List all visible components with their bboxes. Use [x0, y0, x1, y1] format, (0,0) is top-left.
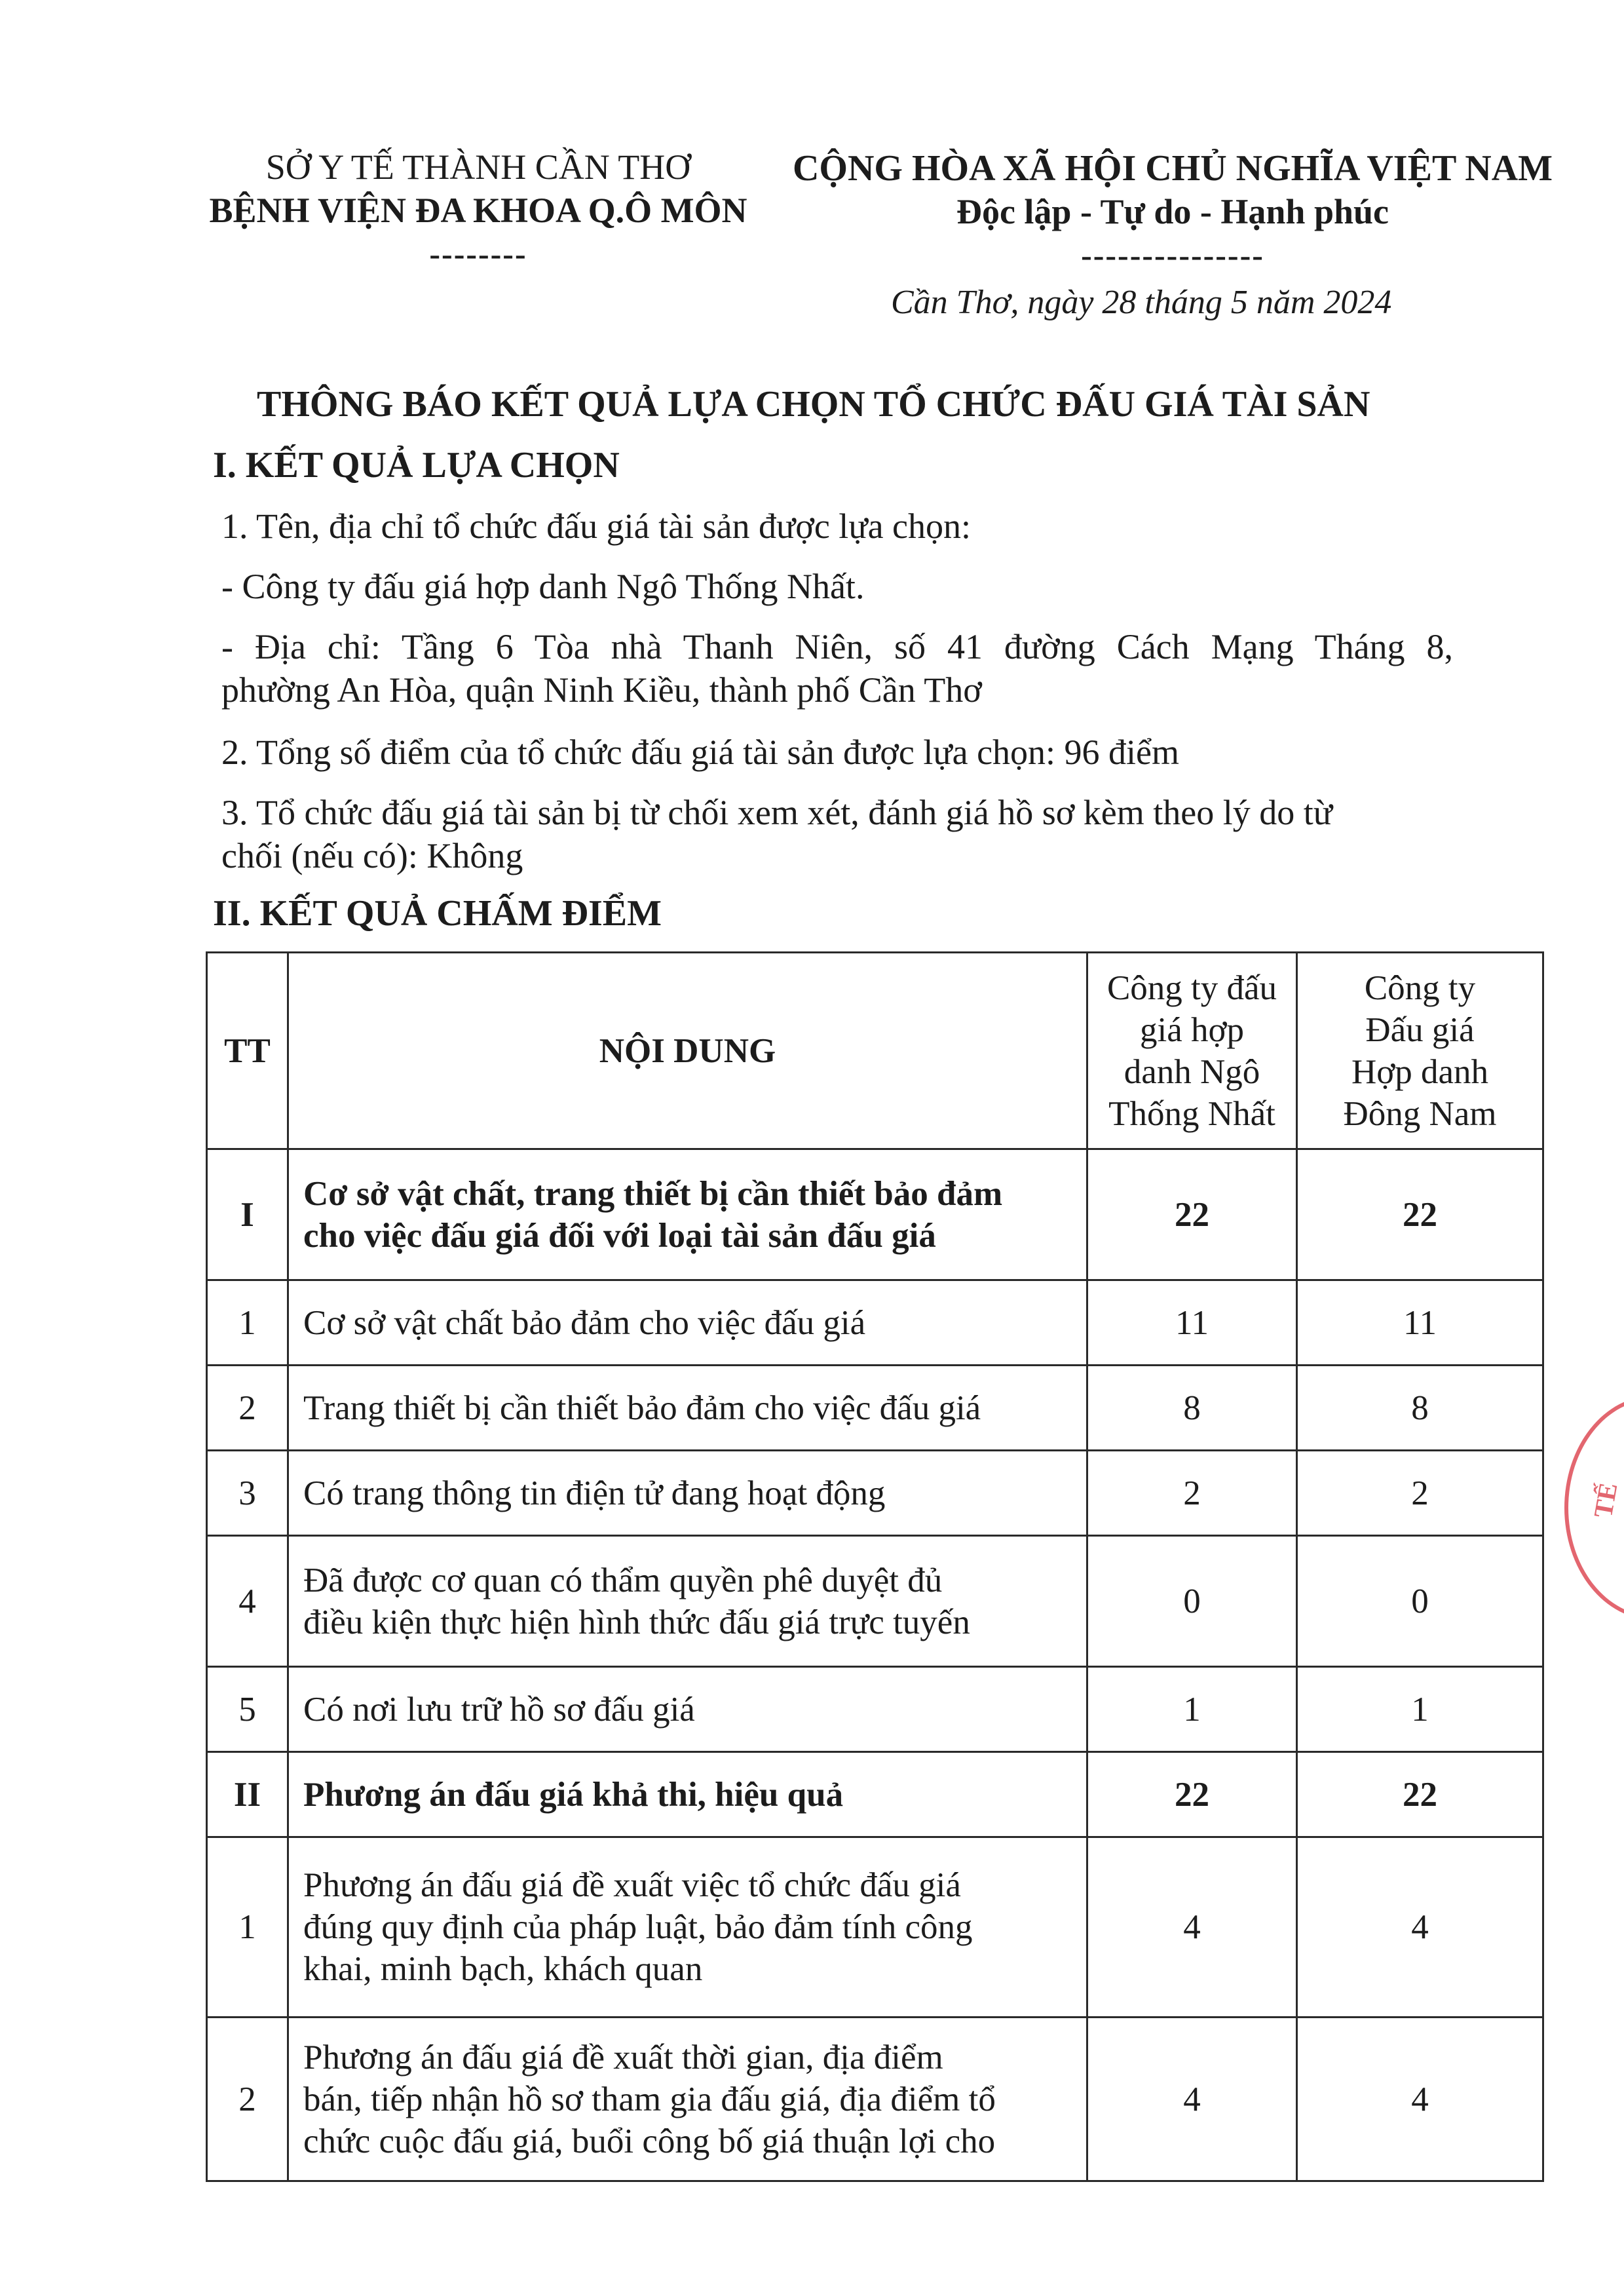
row-score-company-1: 1 — [1087, 1667, 1297, 1752]
row-score-company-1: 4 — [1087, 1837, 1297, 2018]
row-tt: 1 — [207, 1837, 288, 2018]
score-table — [206, 951, 1544, 2182]
row-content — [288, 1451, 1087, 1536]
paragraph-5 — [221, 791, 1453, 877]
table-row — [207, 1149, 1543, 1280]
row-content-line: Có trang thông tin điện tử đang hoạt động — [303, 1474, 886, 1512]
table-row — [207, 1366, 1543, 1451]
row-content — [288, 1280, 1087, 1366]
table-row — [207, 1451, 1543, 1536]
row-score-company-1: 22 — [1087, 1752, 1297, 1837]
row-score-company-2: 0 — [1297, 1536, 1543, 1667]
table-row — [207, 1837, 1543, 2018]
row-content — [288, 1149, 1087, 1280]
row-tt: 4 — [207, 1536, 288, 1667]
table-row — [207, 1667, 1543, 1752]
row-content-line: Phương án đấu giá đề xuất thời gian, địa điểm — [303, 2038, 943, 2076]
row-score-company-1: 11 — [1087, 1280, 1297, 1366]
row-content-line: cho việc đấu giá đối với loại tài sản đấu giá — [303, 1216, 936, 1255]
header-tt: TT — [207, 953, 288, 1149]
paragraph-3-line-2: phường An Hòa, quận Ninh Kiều, thành phố Cần Thơ — [221, 670, 982, 710]
table-row — [207, 1536, 1543, 1667]
document-title: THÔNG BÁO KẾT QUẢ LỰA CHỌN TỔ CHỨC ĐẤU GIÁ TÀI SẢN — [257, 384, 1370, 425]
paragraph-2: - Công ty đấu giá hợp danh Ngô Thống Nhất. — [221, 567, 865, 606]
right-header-divider: --------------- — [1081, 237, 1264, 273]
paragraph-1: 1. Tên, địa chỉ tổ chức đấu giá tài sản được lựa chọn: — [221, 507, 972, 546]
row-content-line: Đã được cơ quan có thẩm quyền phê duyệt đủ — [303, 1561, 943, 1599]
row-tt: 5 — [207, 1667, 288, 1752]
section2-heading: II. KẾT QUẢ CHẤM ĐIỂM — [213, 893, 662, 934]
header-company-1-line: Thống Nhất — [1108, 1094, 1275, 1133]
row-content — [288, 1837, 1087, 2018]
motto: Độc lập - Tự do - Hạnh phúc — [956, 192, 1389, 231]
header-company-1 — [1087, 953, 1297, 1149]
table-header-row — [207, 953, 1543, 1149]
table-row — [207, 2018, 1543, 2181]
table-row — [207, 1280, 1543, 1366]
row-content-line: đúng quy định của pháp luật, bảo đảm tính công — [303, 1908, 973, 1946]
row-score-company-2: 4 — [1297, 1837, 1543, 2018]
header-company-1-line: giá hợp — [1139, 1010, 1245, 1049]
row-score-company-2: 11 — [1297, 1280, 1543, 1366]
red-stamp — [1564, 1396, 1624, 1620]
country-name: CỘNG HÒA XÃ HỘI CHỦ NGHĨA VIỆT NAM — [792, 148, 1553, 189]
row-score-company-2: 8 — [1297, 1366, 1543, 1451]
header-company-2-line: Công ty — [1364, 968, 1476, 1007]
row-score-company-2: 4 — [1297, 2018, 1543, 2181]
row-tt: 2 — [207, 1366, 288, 1451]
row-score-company-1: 22 — [1087, 1149, 1297, 1280]
row-content — [288, 2018, 1087, 2181]
department-name: SỞ Y TẾ THÀNH CẦN THƠ — [265, 147, 691, 187]
section1-heading: I. KẾT QUẢ LỰA CHỌN — [213, 445, 620, 486]
row-content-line: Phương án đấu giá đề xuất việc tổ chức đấu giá — [303, 1866, 961, 1904]
table-row — [207, 1752, 1543, 1837]
paragraph-5-line-2: chối (nếu có): Không — [221, 836, 523, 875]
row-content-line: chức cuộc đấu giá, buổi công bố giá thuận lợi cho — [303, 2122, 996, 2160]
header-company-2-line: Đấu giá — [1365, 1010, 1475, 1049]
left-header-divider: -------- — [429, 235, 527, 272]
row-content — [288, 1667, 1087, 1752]
right-header — [766, 147, 1579, 277]
row-score-company-2: 22 — [1297, 1149, 1543, 1280]
row-content-line: bán, tiếp nhận hồ sơ tham gia đấu giá, địa điểm tổ — [303, 2080, 996, 2118]
row-content-line: điều kiện thực hiện hình thức đấu giá trực tuyến — [303, 1603, 970, 1641]
header-company-1-line: danh Ngô — [1124, 1052, 1260, 1091]
header-company-1-line: Công ty đấu — [1106, 968, 1277, 1007]
row-tt: II — [207, 1752, 288, 1837]
header-content: NỘI DUNG — [288, 953, 1087, 1149]
row-content-line: Cơ sở vật chất, trang thiết bị cần thiết bảo đảm — [303, 1174, 1003, 1213]
stamp-text: TẾ — [1587, 1480, 1623, 1520]
row-content-line: Phương án đấu giá khả thi, hiệu quả — [303, 1775, 844, 1814]
header-company-2-line: Hợp danh — [1351, 1052, 1489, 1091]
row-score-company-2: 22 — [1297, 1752, 1543, 1837]
row-score-company-1: 0 — [1087, 1536, 1297, 1667]
row-score-company-2: 2 — [1297, 1451, 1543, 1536]
row-content-line: Cơ sở vật chất bảo đảm cho việc đấu giá — [303, 1303, 866, 1342]
paragraph-3-line-1: - Địa chỉ: Tầng 6 Tòa nhà Thanh Niên, số 41 đường Cách Mạng Tháng 8, — [221, 627, 1453, 666]
row-content — [288, 1752, 1087, 1837]
hospital-name: BỆNH VIỆN ĐA KHOA Q.Ô MÔN — [209, 191, 747, 230]
row-tt: 1 — [207, 1280, 288, 1366]
row-score-company-1: 8 — [1087, 1366, 1297, 1451]
row-content — [288, 1536, 1087, 1667]
row-content-line: Có nơi lưu trữ hồ sơ đấu giá — [303, 1690, 695, 1729]
row-score-company-1: 2 — [1087, 1451, 1297, 1536]
header-company-2-line: Đông Nam — [1343, 1094, 1497, 1133]
paragraph-5-line-1: 3. Tổ chức đấu giá tài sản bị từ chối xem xét, đánh giá hồ sơ kèm theo lý do từ — [221, 793, 1333, 832]
row-tt: 2 — [207, 2018, 288, 2181]
row-content-line: khai, minh bạch, khách quan — [303, 1950, 703, 1988]
paragraph-3 — [221, 625, 1453, 712]
row-score-company-1: 4 — [1087, 2018, 1297, 2181]
row-score-company-2: 1 — [1297, 1667, 1543, 1752]
row-tt: 3 — [207, 1451, 288, 1536]
header-company-2 — [1297, 953, 1543, 1149]
left-header — [197, 145, 760, 275]
row-content — [288, 1366, 1087, 1451]
row-content-line: Trang thiết bị cần thiết bảo đảm cho việc đấu giá — [303, 1388, 981, 1427]
paragraph-4: 2. Tổng số điểm của tổ chức đấu giá tài sản được lựa chọn: 96 điểm — [221, 733, 1180, 772]
date-line: Cần Thơ, ngày 28 tháng 5 năm 2024 — [891, 284, 1392, 321]
row-tt: I — [207, 1149, 288, 1280]
